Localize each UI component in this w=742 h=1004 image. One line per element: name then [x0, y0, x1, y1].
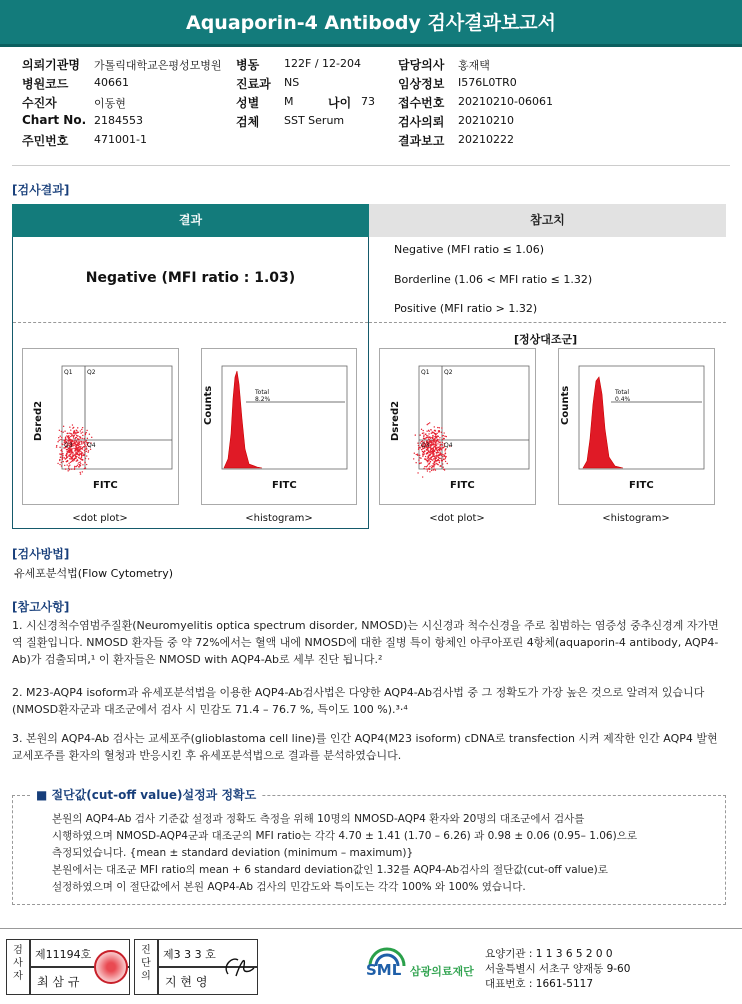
cutoff-line-2: 시행하였으며 NMOSD-AQP4군과 대조군의 MFI ratio는 각각 4.70 ± 1.41 (1.70 – 6.26) 과 0.98 ± 0.06 (0.95– 1.06)으로 — [52, 830, 637, 842]
patient-dot-caption: <dot plot> — [72, 513, 128, 524]
label-resident-no: 주민번호 — [22, 134, 69, 148]
cutoff-line-3: 측정되었습니다. {mean ± standard deviation (minimum – maximum)} — [52, 847, 414, 859]
cutoff-line-1: 본원의 AQP4-Ab 검사 기준값 설정과 정확도 측정을 위해 10명의 NMOSD-AQP4 환자와 20명의 대조군에서 검사를 — [52, 813, 585, 825]
tester-no: 제11194호 — [30, 939, 130, 967]
tester-name: 최 삼 규 — [30, 967, 130, 995]
header-info — [22, 56, 722, 152]
tester-label-text: 검사자 — [13, 945, 23, 982]
value-sex: M — [284, 95, 294, 108]
cutoff-line-4: 본원에서는 대조군 MFI ratio의 mean + 6 standard deviation값인 1.32를 AQP4-Ab검사의 절단값(cut-off value)로 — [52, 864, 608, 876]
results-section-title: [검사결과] — [12, 183, 70, 197]
label-report-date: 결과보고 — [398, 134, 445, 148]
cutoff-line-5: 설정하였으며 이 절단값에서 본원 AQP4-Ab 검사의 민감도와 특이도는 각각 100% 와 100% 였습니다. — [52, 881, 526, 893]
note-2: 2. M23-AQP4 isoform과 유세포분석법을 이용한 AQP4-Ab검사법은 다양한 AQP4-Ab검사법 중 그 정확도가 가장 높은 것으로 알려져 있습니다(NMOSD환자군과 대조군에서 검사 시 민감도 71.4 – 76.7 %, 특이도 100 %).³·⁴ — [12, 686, 705, 716]
label-sex: 성별 — [236, 96, 260, 110]
control-quadrant-q3: Q3 — [421, 442, 430, 449]
value-institution: 가톨릭대학교은평성모병원 — [94, 59, 222, 72]
patient-histogram — [201, 348, 357, 505]
label-chart-no: Chart No. — [22, 113, 87, 127]
quadrant-q2: Q2 — [87, 369, 96, 376]
value-request-date: 20210210 — [458, 114, 514, 127]
confirmer-label-text: 진단의 — [141, 945, 151, 982]
control-hist-xlabel: FITC — [629, 480, 654, 491]
patient-dot-plot — [22, 348, 179, 505]
patient-hist-caption: <histogram> — [245, 513, 313, 524]
label-institution: 의뢰기관명 — [22, 58, 80, 72]
tester-label — [6, 939, 30, 995]
value-chart-no: 2184553 — [94, 114, 143, 127]
value-patient: 이동현 — [94, 97, 126, 110]
value-specimen: SST Serum — [284, 114, 345, 127]
hist-total-label: Total — [255, 389, 270, 396]
logo-text: SML — [366, 961, 402, 979]
confirmer-label — [134, 939, 158, 995]
value-age: 73 — [361, 95, 375, 108]
confirmer-no: 제3 3 3 호 — [158, 939, 258, 967]
confirmer-name: 지 현 영 — [158, 967, 258, 995]
cutoff-text — [52, 811, 722, 896]
dot-xlabel: FITC — [93, 480, 118, 491]
org-address: 서울특별시 서초구 양재동 9-60 — [485, 963, 631, 975]
quadrant-q1: Q1 — [64, 369, 73, 376]
label-age: 나이 — [328, 96, 352, 110]
control-quadrant-q1: Q1 — [421, 369, 430, 376]
results-header-right — [369, 204, 726, 237]
control-hist-ylabel: Counts — [560, 385, 571, 425]
control-hist-total-label: Total — [615, 389, 630, 396]
label-ward: 병동 — [236, 58, 260, 72]
control-dot-xlabel: FITC — [450, 480, 475, 491]
tester-seal — [94, 950, 128, 984]
label-hospital-code: 병원코드 — [22, 77, 69, 91]
method-section-title: [검사방법] — [12, 547, 70, 561]
reference-positive: Positive (MFI ratio > 1.32) — [394, 302, 538, 315]
col-result-label: 결과 — [178, 213, 203, 227]
control-hist-caption: <histogram> — [602, 513, 670, 524]
control-histogram — [558, 348, 715, 505]
result-value: Negative (MFI ratio : 1.03) — [85, 270, 296, 286]
label-request-date: 검사의뢰 — [398, 115, 445, 129]
value-doctor: 홍재택 — [458, 59, 490, 72]
agency-code: 요양기관 : 1 1 3 6 5 2 0 0 — [485, 948, 613, 960]
control-quadrant-q4: Q4 — [444, 442, 453, 449]
control-dot-ylabel: Dsred2 — [390, 400, 401, 441]
reference-borderline: Borderline (1.06 < MFI ratio ≤ 1.32) — [394, 273, 593, 286]
control-label: [정상대조군] — [514, 333, 578, 346]
value-report-date: 20210222 — [458, 133, 514, 146]
label-patient: 수진자 — [22, 96, 57, 110]
value-hospital-code: 40661 — [94, 76, 129, 89]
value-clinical-info: I576L0TR0 — [458, 76, 517, 89]
label-clinical-info: 임상정보 — [398, 77, 445, 91]
label-specimen: 검체 — [236, 115, 260, 129]
notes-section-title: [참고사항] — [12, 600, 70, 614]
org-name: 삼광의료재단 — [410, 965, 474, 978]
control-dot-plot — [379, 348, 536, 505]
control-quadrant-q2: Q2 — [444, 369, 453, 376]
quadrant-q3: Q3 — [64, 442, 73, 449]
hist-xlabel: FITC — [272, 480, 297, 491]
dot-ylabel: Dsred2 — [33, 400, 44, 441]
label-department: 진료과 — [236, 77, 271, 91]
confirmer-signature — [220, 950, 260, 986]
value-department: NS — [284, 76, 300, 89]
col-reference-label: 참고치 — [530, 213, 565, 227]
note-3: 3. 본원의 AQP4-Ab 검사는 교세포주(glioblastoma cell line)를 인간 AQP4(M23 isoform) cDNA로 transfection 시켜 제작한 인간 AQP4 발현 교세포주를 환자의 혈청과 반응시킨 후 유세포분석법으로 결과를 분석하였습니다. — [12, 732, 718, 762]
label-doctor: 담당의사 — [398, 58, 445, 72]
reference-panel — [369, 237, 726, 323]
results-header-left — [12, 204, 369, 237]
value-ward: 122F / 12-204 — [284, 57, 361, 70]
hist-ylabel: Counts — [203, 385, 214, 425]
org-phone: 대표번호 : 1661-5117 — [485, 978, 594, 990]
footer-divider — [0, 928, 742, 929]
report-title: Aquaporin-4 Antibody 검사결과보고서 — [0, 0, 742, 47]
reference-negative: Negative (MFI ratio ≤ 1.06) — [394, 243, 545, 256]
control-hist-total-value: 0.4% — [615, 396, 631, 403]
quadrant-q4: Q4 — [87, 442, 96, 449]
org-info — [485, 947, 630, 992]
control-dot-caption: <dot plot> — [429, 513, 485, 524]
cutoff-heading: ■ 절단값(cut-off value)설정과 정확도 — [30, 786, 262, 803]
divider — [12, 165, 730, 166]
method-text: 유세포분석법(Flow Cytometry) — [14, 567, 174, 580]
hist-total-value: 8.2% — [255, 396, 271, 403]
value-receipt-no: 20210210-06061 — [458, 95, 553, 108]
note-1: 1. 시신경척수염범주질환(Neuromyelitis optica spectrum disorder, NMOSD)는 시신경과 척수신경을 주로 침범하는 염증성 중추신경계 자가면역 질환입니다. NMOSD 환자들 중 약 72%에서는 혈액 내에 NMOSD에 대한 질병 특이 항체인 아쿠아포린 4항체(aquaporin-4 antibody, AQP4-Ab)가 검출되며,¹ 이 환자들은 NMOSD with AQP4-Ab로 세부 진단 됩니다.² — [12, 619, 719, 666]
label-receipt-no: 접수번호 — [398, 96, 445, 110]
value-resident-no: 471001-1 — [94, 133, 147, 146]
